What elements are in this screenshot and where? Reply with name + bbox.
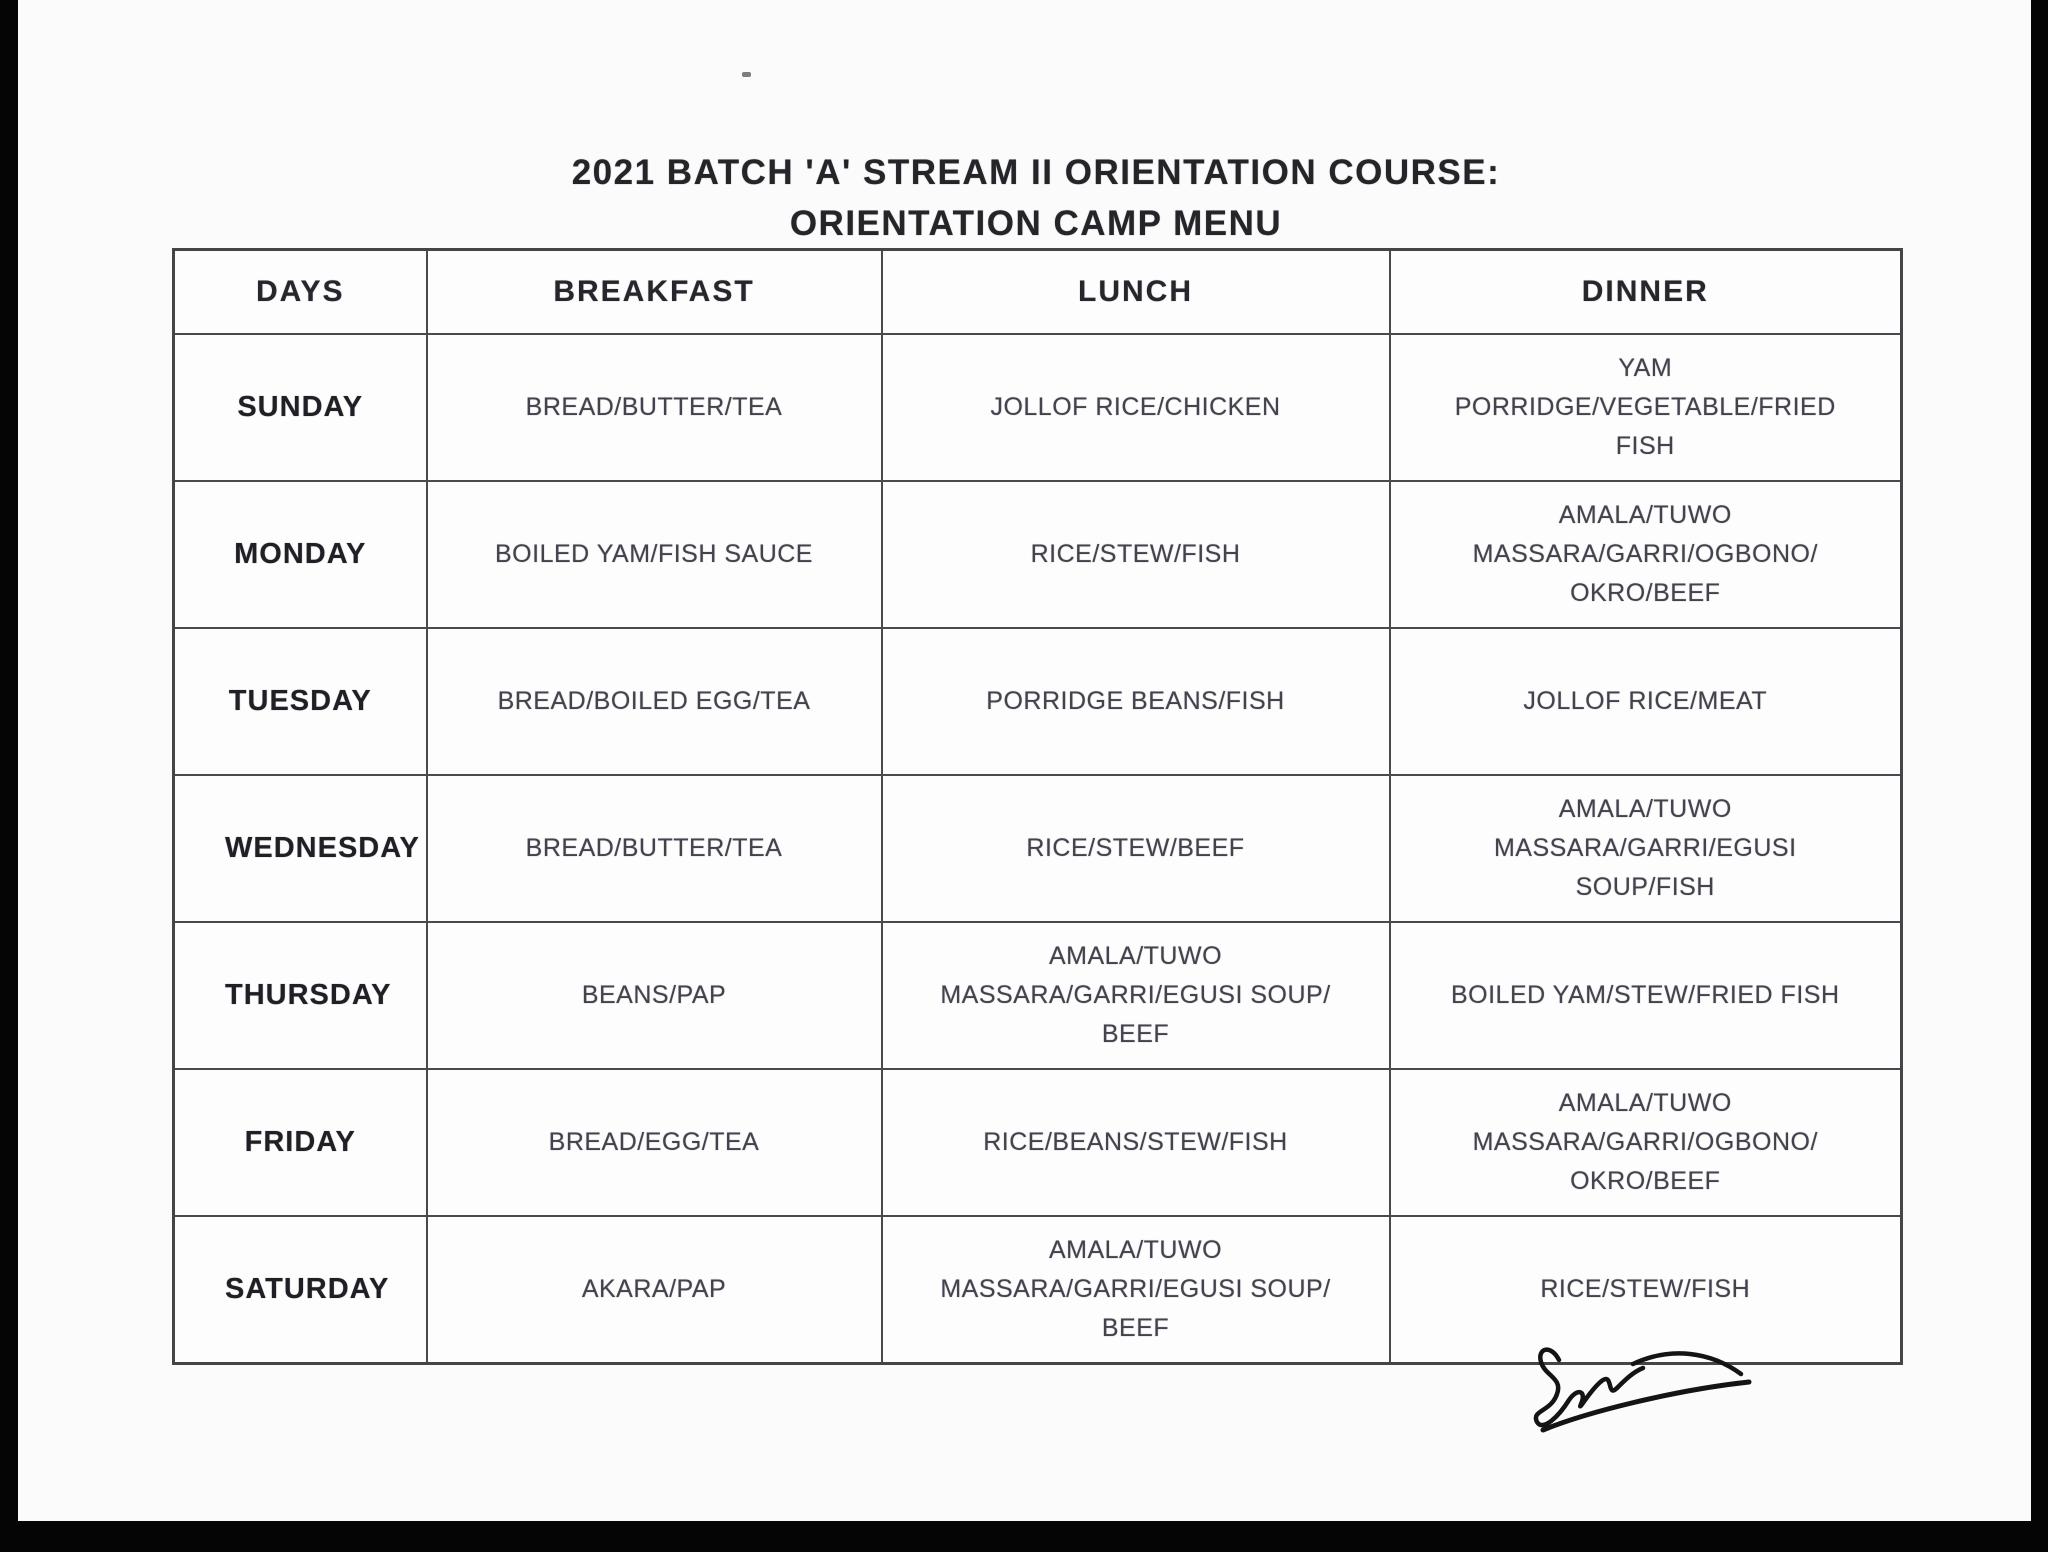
header-row (174, 250, 1902, 335)
lunch-cell: RICE/BEANS/STEW/FISH (882, 1069, 1390, 1216)
lunch-cell: RICE/STEW/BEEF (882, 775, 1390, 922)
table-row-wednesday (174, 775, 1902, 922)
lunch-cell: JOLLOF RICE/CHICKEN (882, 334, 1390, 481)
breakfast-cell: BREAD/BOILED EGG/TEA (427, 628, 882, 775)
breakfast-cell: BREAD/BUTTER/TEA (427, 775, 882, 922)
day-cell: THURSDAY (174, 922, 427, 1069)
day-cell: WEDNESDAY (174, 775, 427, 922)
dinner-cell: RICE/STEW/FISH (1390, 1216, 1902, 1363)
dinner-cell: AMALA/TUWO MASSARA/GARRI/EGUSI SOUP/FISH (1390, 775, 1902, 922)
breakfast-cell: BREAD/BUTTER/TEA (427, 334, 882, 481)
dinner-cell: BOILED YAM/STEW/FRIED FISH (1390, 922, 1902, 1069)
table-row-sunday (174, 334, 1902, 481)
title-line-1: 2021 BATCH 'A' STREAM II ORIENTATION COURSE: (571, 153, 1501, 192)
dinner-cell: AMALA/TUWO MASSARA/GARRI/OGBONO/ OKRO/BEEF (1390, 481, 1902, 628)
dinner-cell: AMALA/TUWO MASSARA/GARRI/OGBONO/ OKRO/BEEF (1390, 1069, 1902, 1216)
signature-scrawl-icon (1515, 1338, 1785, 1458)
table-row-thursday (174, 922, 1902, 1069)
lunch-cell: PORRIDGE BEANS/FISH (882, 628, 1390, 775)
table-row-friday (174, 1069, 1902, 1216)
document-title (172, 148, 1900, 250)
title-line-2: ORIENTATION CAMP MENU (789, 203, 1283, 243)
lunch-cell: AMALA/TUWO MASSARA/GARRI/EGUSI SOUP/ BEEF (882, 922, 1390, 1069)
day-cell: MONDAY (174, 481, 427, 628)
breakfast-cell: BOILED YAM/FISH SAUCE (427, 481, 882, 628)
day-cell: SUNDAY (174, 334, 427, 481)
scan-edge-left (0, 0, 18, 1552)
breakfast-cell: BEANS/PAP (427, 922, 882, 1069)
dinner-cell: JOLLOF RICE/MEAT (1390, 628, 1902, 775)
table-row-monday (174, 481, 1902, 628)
scan-edge-right (2031, 0, 2048, 1552)
scan-edge-bottom (0, 1521, 2048, 1552)
table-row-tuesday (174, 628, 1902, 775)
camp-menu-table (172, 248, 1903, 1365)
day-cell: SATURDAY (174, 1216, 427, 1363)
breakfast-cell: BREAD/EGG/TEA (427, 1069, 882, 1216)
scan-speck (742, 72, 751, 77)
breakfast-cell: AKARA/PAP (427, 1216, 882, 1363)
lunch-cell: RICE/STEW/FISH (882, 481, 1390, 628)
day-cell: FRIDAY (174, 1069, 427, 1216)
header-lunch: LUNCH (882, 250, 1390, 335)
lunch-cell: AMALA/TUWO MASSARA/GARRI/EGUSI SOUP/ BEEF (882, 1216, 1390, 1363)
header-days: DAYS (174, 250, 427, 335)
header-dinner: DINNER (1390, 250, 1902, 335)
dinner-cell: YAM PORRIDGE/VEGETABLE/FRIED FISH (1390, 334, 1902, 481)
day-cell: TUESDAY (174, 628, 427, 775)
header-breakfast: BREAKFAST (427, 250, 882, 335)
